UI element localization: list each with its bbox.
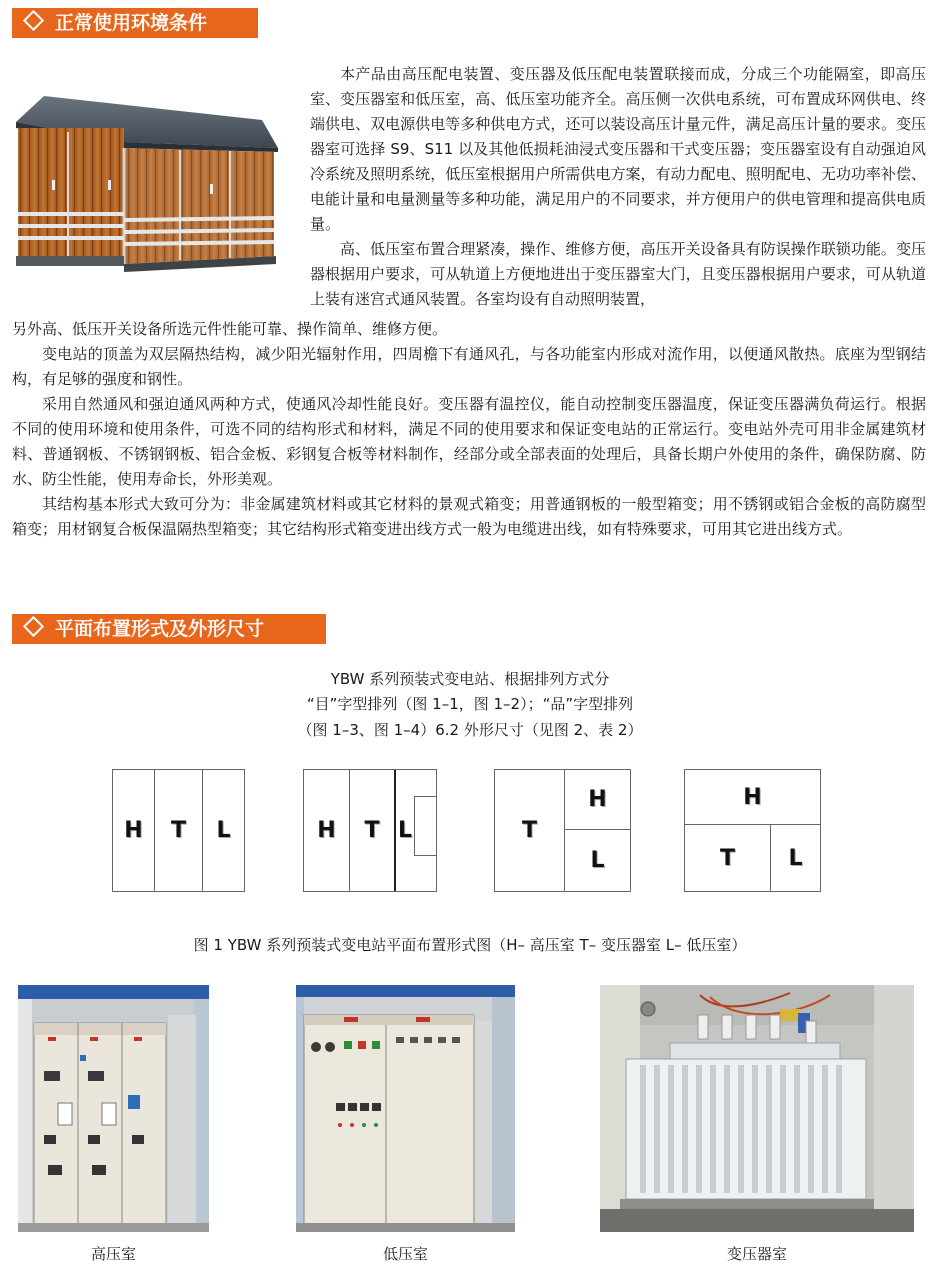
cell-h: H	[113, 770, 155, 891]
cell-h: H	[565, 770, 630, 830]
photo-label-high-voltage: 高压室	[90, 1245, 136, 1263]
paragraph: 本产品由高压配电装置、变压器及低压配电装置联接而成，分成三个功能隔室，即高压室、变压器室和低压室，高、低压室功能齐全。高压侧一次供电系统，可布置成环网供电、终端供电、双电源供电等多种供电方式，还可以装设高压计量元件，满足高压计量的要求。变压器室可选择 S9、S11 以及其他低损耗油浸式变压器和干式变压器；变压器室设有自动强迫风冷系统及照明系统，低压室根据用户所需供电方案，有动力配电、照明配电、无功功率补偿、电能计量和电量测量等多种功能，满足用户的不同要求，并方便用户的供电管理和提高供电质量。	[310, 65, 926, 233]
cell-h: H	[685, 770, 820, 825]
section-title: 正常使用环境条件	[55, 12, 208, 34]
section-header-environment	[12, 8, 258, 38]
layout-diagram-1-3	[494, 769, 631, 892]
layout-diagram-1-1	[112, 769, 245, 892]
cell-t: T	[685, 825, 771, 891]
cell-l: L	[788, 845, 803, 871]
cell-h: H	[304, 770, 350, 891]
paragraph: 另外高、低压开关设备所选元件性能可靠、操作简单、维修方便。	[12, 320, 448, 338]
cell-t: T	[155, 770, 203, 891]
layout-caption-line2: “目”字型排列（图 1–1，图 1–2）；“品”字型排列	[306, 695, 634, 713]
paragraph: 高、低压室布置合理紧凑，操作、维修方便，高压开关设备具有防误操作联锁功能。变压器根据用户要求，可从轨道上方便地进出于变压器室大门，且变压器根据用户要求，可从轨道上装有迷宫式通风装置。各室均设有自动照明装置，	[310, 240, 926, 308]
substation-product-image	[12, 92, 284, 277]
diamond-icon	[23, 616, 44, 637]
cell-t: T	[495, 770, 565, 891]
cell-l: L	[216, 818, 231, 843]
intro-text-full	[12, 317, 926, 542]
cell-l: L	[590, 848, 605, 873]
side-box	[414, 796, 436, 856]
low-voltage-room-photo	[296, 985, 515, 1232]
photo-label-transformer: 变压器室	[726, 1245, 787, 1263]
layout-diagram-1-4	[684, 769, 821, 892]
cell-l: L	[398, 818, 413, 843]
diamond-icon	[23, 10, 44, 31]
paragraph: 采用自然通风和强迫通风两种方式，使通风冷却性能良好。变压器有温控仪，能自动控制变压器温度，保证变压器满负荷运行。根据不同的使用环境和使用条件，可选不同的结构形式和材料，满足不同的使用要求和保证变电站的正常运行。变电站外壳可用非金属建筑材料、普通钢板、不锈钢钢板、铝合金板、彩钢复合板等材料制作，经部分或全部表面的处理后，具备长期户外使用的条件，确保防腐、防水、防尘性能，使用寿命长，外形美观。	[12, 395, 926, 488]
cell-t: T	[350, 770, 396, 891]
transformer-room-photo	[600, 985, 914, 1232]
photo-label-low-voltage: 低压室	[382, 1245, 428, 1263]
intro-text-right	[310, 62, 926, 312]
paragraph: 其结构基本形式大致可分为：非金属建筑材料或其它材料的景观式箱变；用普通钢板的一般型箱变；用不锈钢或铝合金板的高防腐型箱变；用材钢复合板保温隔热型箱变；其它结构形式箱变进出线方式一般为电缆进出线，如有特殊要求，可用其它进出线方式。	[12, 495, 926, 538]
high-voltage-room-photo	[18, 985, 209, 1232]
figure-caption: 图 1 YBW 系列预装式变电站平面布置形式图（H– 高压室 T– 变压器室 L– 低压室）	[193, 936, 747, 954]
section-header-layout	[12, 614, 326, 644]
layout-caption-line3: （图 1–3、图 1–4）6.2 外形尺寸（见图 2、表 2）	[297, 721, 643, 739]
paragraph: 变电站的顶盖为双层隔热结构，减少阳光辐射作用，四周檐下有通风孔，与各功能室内形成对流作用，以便通风散热。底座为型钢结构，有足够的强度和钢性。	[12, 345, 926, 388]
section-title: 平面布置形式及外形尺寸	[55, 618, 265, 640]
layout-diagram-1-2	[303, 769, 437, 892]
layout-caption-line1: YBW 系列预装式变电站、根据排列方式分	[330, 670, 610, 688]
